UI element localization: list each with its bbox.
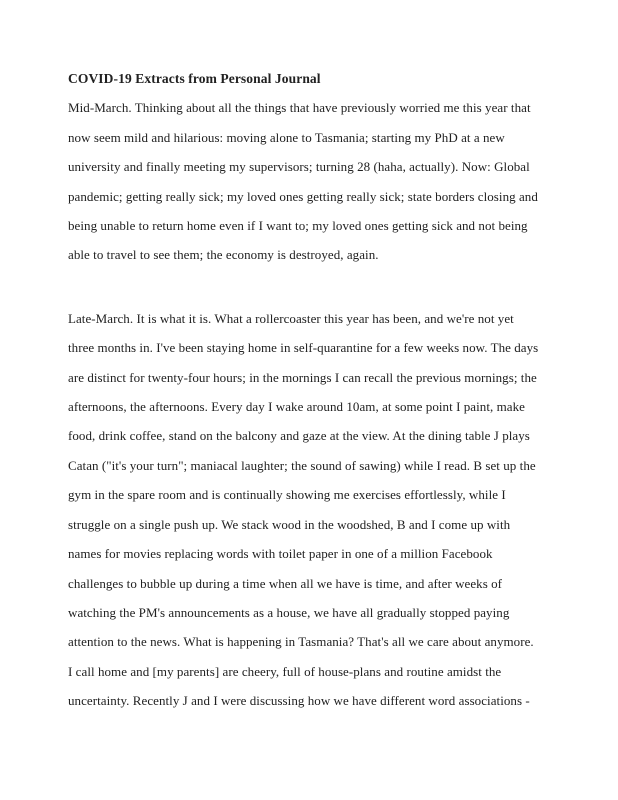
text-line: are distinct for twenty-four hours; in the mornings I can recall the previous mornings; the [68,369,537,385]
text-line: Late-March. It is what it is. What a rollercoaster this year has been, and we're not yet [68,310,514,326]
text-line: challenges to bubble up during a time when all we have is time, and after weeks of [68,575,503,591]
text-line: food, drink coffee, stand on the balcony and gaze at the view. At the dining table J plays [68,428,530,444]
text-line: now seem mild and hilarious: moving alone to Tasmania; starting my PhD at a new [68,129,505,145]
text-line: names for movies replacing words with toilet paper in one of a million Facebook [68,546,493,562]
text-line: Catan ("it's your turn"; maniacal laughter; the sound of sawing) while I read. B set up the [68,457,536,473]
text-line: uncertainty. Recently J and I were discussing how we have different word associations - [68,693,530,709]
text-line: three months in. I've been staying home in self-quarantine for a few weeks now. The days [68,340,539,356]
text-line: watching the PM's announcements as a house, we have all gradually stopped paying [68,604,510,620]
document-content [68,64,568,716]
text-line: pandemic; getting really sick; my loved ones getting really sick; state borders closing and [68,188,538,204]
text-line: university and finally meeting my supervisors; turning 28 (haha, actually). Now: Global [68,159,530,175]
text-line: attention to the news. What is happening in Tasmania? That's all we care about anymore. [68,634,534,650]
text-line: Mid-March. Thinking about all the things that have previously worried me this year that [68,100,531,116]
text-line: afternoons, the afternoons. Every day I wake around 10am, at some point I paint, make [68,399,525,415]
text-line: being unable to return home even if I want to; my loved ones getting sick and not being [68,218,528,234]
paragraph-late-march [68,304,568,716]
paragraph-mid-march [68,93,568,269]
text-line: struggle on a single push up. We stack wood in the woodshed, B and I come up with [68,516,511,532]
text-line: able to travel to see them; the economy is destroyed, again. [68,247,379,263]
text-line: gym in the spare room and is continually showing me exercises effortlessly, while I [68,487,506,503]
document-title: COVID-19 Extracts from Personal Journal [68,71,321,86]
text-line: I call home and [my parents] are cheery, full of house-plans and routine amidst the [68,663,502,679]
